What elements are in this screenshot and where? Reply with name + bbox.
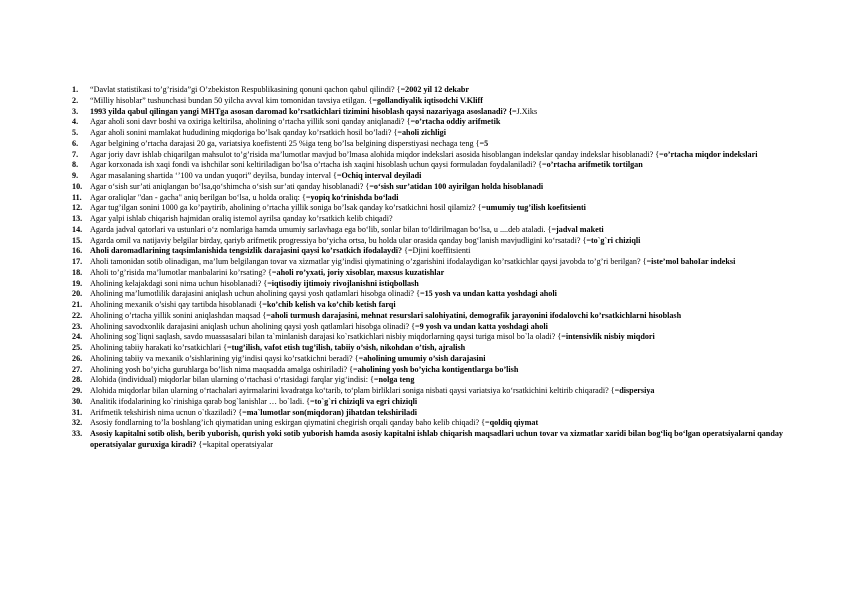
question-number: 2.: [72, 95, 79, 105]
question-number: 22.: [72, 310, 83, 320]
question-item: [72, 236, 802, 247]
question-text: Analitik ifodalarining ko`rinishiga qarab bog`lanishlar … bo`ladi. {=: [90, 396, 315, 406]
question-item: [72, 418, 802, 429]
question-number: 12.: [72, 203, 83, 213]
question-text: Agar oraliqlar "dan - gacha" aniq berilgan bo‘lsa, u holda oraliq: {=: [90, 192, 311, 202]
bold-text: o‘sish sur’atidan 100 ayirilgan holda hisoblanadi: [373, 181, 544, 191]
question-text: Agar belgining o’rtacha darajasi 20 ga, variatsiya koefistenti 25 %iga teng bo’lsa belgining disperstiyasi nechaga teng {=: [90, 138, 485, 148]
bold-text: Aholi daromadlarining taqsimlanishida tengsizlik darajasini qaysi ko’rsatkich ifodalaydi?: [90, 246, 403, 256]
question-text: Agar aholi soni davr boshi va oxiriga keltirilsa, aholining o’rtacha yillik soni qanday aniqlanadi? {=: [90, 117, 416, 127]
question-text: Aholining sog`liqni saqlash, savdo muassasalari bilan ta`minlanish darajasi ko`rsatkichlari nisbiy miqdorlarning qaysi turiga misol bo`la oladi? {=: [90, 332, 566, 342]
bold-text: 1993 yilda qabul qilingan yangi MHTga asosan daromad ko’rsatkichlari tizimini hisoblash qaysi nazariyaga asoslanadi? {: [90, 106, 513, 116]
question-list: [72, 85, 802, 451]
question-text: Arifmetik tekshirish nima ucnun o`tkaziladi? {=: [90, 407, 247, 417]
question-item: [72, 225, 802, 236]
question-number: 5.: [72, 128, 79, 137]
question-text: Aholining tabiiy va mexanik o’sishlarining yig’indisi qaysi ko’rsatkichni beradi? {=: [90, 353, 364, 363]
question-number: 9.: [72, 171, 79, 180]
bold-text: aholi turmush darajasini, mehnat resurslari salohiyatini, demografik jarayonini ifodalovchi ko’rsatkichlarni hisoblash: [270, 310, 682, 320]
bold-text: Asosiy kapitalni sotib olish, berib yuborish, qurish yoki sotib yuborish hamda asosiy kapitalni ishlab chiqarish maqsadlari uchun tovar va xizmatlar xaridi bilan bog‘liq bo‘lgan operatsiyalarni qanday operatsiyalar guruxiga kiradi?: [90, 429, 783, 449]
bold-text: nolga teng: [378, 375, 415, 385]
question-number: 8.: [72, 160, 79, 170]
question-item: [72, 117, 802, 128]
question-number: 21.: [72, 300, 83, 309]
question-item: [72, 257, 802, 268]
question-item: [72, 365, 802, 376]
question-number: 16.: [72, 246, 83, 256]
bold-text: intensivlik nisbiy miqdori: [565, 332, 655, 342]
question-number: 29.: [72, 386, 83, 395]
question-number: 18.: [72, 267, 83, 277]
bold-text: Ochiq interval deyiladi: [341, 171, 422, 180]
question-text: “Davlat statistikasi to’g’risida”gi O’zbekiston Respublikasining qonuni qachon qabul qilindi? {=: [90, 85, 406, 94]
question-text: “Milliy hisoblar” tushunchasi bundan 50 yilcha avval kim tomonidan tavsiya etilgan. {=: [90, 95, 377, 105]
question-text: {=kapital operatsiyalar: [196, 439, 274, 449]
question-number: 25.: [72, 343, 83, 352]
bold-text: ma`lumotlar son(miqdoran) jihatdan tekshiriladi: [246, 407, 418, 417]
question-item: [72, 279, 802, 290]
bold-text: aholining umumiy o’sish darajasini: [363, 353, 486, 363]
question-item: [72, 354, 802, 365]
question-item: [72, 203, 802, 214]
question-text: Asosiy fondlarning to’la boshlang’ich qiymatidan uning eskirgan qiymatini chegirish orqali qanday baho kelib chiqadi? {=: [90, 418, 490, 428]
question-number: 20.: [72, 289, 83, 299]
bold-text: to`g`ri chiziqli: [590, 235, 641, 245]
question-number: 28.: [72, 375, 83, 385]
question-text: Aholining mexanik o’sishi qay tartibda hisoblanadi {=: [90, 300, 267, 309]
question-number: 1.: [72, 85, 79, 94]
question-number: 17.: [72, 257, 83, 266]
bold-text: umumiy tug’ilish koefitsienti: [486, 203, 586, 213]
question-item: [72, 107, 802, 118]
question-number: 14.: [72, 224, 83, 234]
question-item: [72, 332, 802, 343]
question-item: [72, 408, 802, 419]
question-text: Agar masalaning shartida ‘’100 va undan yuqori” deyilsa, bunday interval {=: [90, 171, 342, 180]
bold-text: o’rtacha oddiy arifmetik: [415, 117, 501, 127]
question-text: Aholining o’rtacha yillik sonini aniqlashdan maqsad {=: [90, 310, 271, 320]
question-item: [72, 150, 802, 161]
bold-text: gollandiyalik iqtisodchi V.Kliff: [376, 95, 483, 105]
question-text: Alohida miqdorlar bilan ularning o‘rtachalari ayirmalarini kvadratga ko‘tarib, to‘plam birliklari soniga nisbati qaysi variatsiya ko‘rsatkichini keltirib chiqaradi? {=: [90, 386, 620, 395]
bold-text: 9 yosh va undan katta yoshdagi aholi: [419, 321, 548, 331]
question-item: [72, 300, 802, 311]
question-number: 31.: [72, 407, 83, 417]
bold-text: qoldiq qiymat: [489, 418, 539, 428]
bold-text: 5: [484, 138, 489, 148]
question-item: [72, 268, 802, 279]
bold-text: 15 yosh va undan katta yoshdagi aholi: [424, 289, 557, 299]
bold-text: jadval maketi: [556, 224, 604, 234]
question-item: [72, 171, 802, 182]
question-number: 27.: [72, 364, 83, 374]
question-number: 13.: [72, 214, 83, 223]
question-item: [72, 96, 802, 107]
question-text: Alohida (individual) miqdorlar bilan ularning o‘rtachasi o‘rtasidagi farqlar yig‘indisi: {=: [90, 375, 379, 385]
question-text: =J.Xiks: [512, 106, 538, 116]
question-text: Agarda omil va natijaviy belgilar birday, qariyb arifmetik progressiya bo‘yicha ortsa, bu holda ular orasida qanday bog‘lanish mavjudligini ko‘rsatadi? {=: [90, 235, 591, 245]
question-text: Agar joriy davr ishlab chiqarilgan mahsulot to’g’risida ma’lumotlar mavjud bo’lmasa alohida miqdor indekslari asosida hisoblangan indekslar qanday indekslar hisoblanadi? {=: [90, 149, 664, 159]
bold-text: to`g`ri chiziqli va egri chiziqli: [314, 396, 418, 406]
bold-text: 2002 yil 12 dekabr: [405, 85, 470, 94]
question-number: 7.: [72, 149, 79, 159]
bold-text: iqtisodiy ijtimoiy rivojlanishni istiqbollash: [271, 278, 419, 288]
question-text: Agar korxonada ish xaqi fondi va ishchilar soni keltiriladigan bo’lsa o’rtacha ish xaqini hisoblash uchun qaysi formuladan foydalaniladi? {=: [90, 160, 547, 170]
question-text: Aholining yosh bo’yicha guruhlarga bo’lish nima maqsadda amalga oshiriladi? {=: [90, 364, 358, 374]
bold-text: tug’ilish, vafot etish tug’ilish, tabiiy o’sish, nikohdan o’tish, ajralish: [231, 343, 466, 352]
bold-text: o’rtacha arifmetik tortilgan: [546, 160, 643, 170]
question-item: [72, 85, 802, 96]
question-item: [72, 214, 802, 225]
question-number: 23.: [72, 321, 83, 331]
bold-text: yopiq ko‘rinishda bo‘ladi: [310, 192, 399, 202]
question-text: Agar tug’ilgan sonini 1000 ga ko’paytirib, aholining o’rtacha yillik soniga bo’lsak qanday ko’rsatkichni hosil qilamiz? {=: [90, 203, 487, 213]
question-text: Agar aholi sonini mamlakat hududining miqdoriga bo’lsak qanday ko’rsatkich hosil bo’ladi? {=: [90, 128, 402, 137]
question-item: [72, 343, 802, 354]
question-text: Aholining ma’lumotlilik darajasini aniqlash uchun aholining qaysi yosh qatlamlari hisobga olinadi? {=: [90, 289, 425, 299]
question-item: [72, 246, 802, 257]
question-text: Agarda jadval qatorlari va ustunlari o‘z nomlariga hamda umumiy sarlavhaga ega bo‘lib, sonlar bilan to‘ldirilmagan bo‘lsa, u ....deb ataladi. {=: [90, 224, 557, 234]
question-item: [72, 375, 802, 386]
bold-text: o’rtacha miqdor indekslari: [663, 149, 758, 159]
bold-text: aholi ro’yxati, joriy xisoblar, maxsus kuzatishlar: [276, 267, 445, 277]
bold-text: ko’chib kelish va ko’chib ketish farqi: [266, 300, 396, 309]
question-item: [72, 429, 802, 451]
question-number: 32.: [72, 418, 83, 428]
question-item: [72, 182, 802, 193]
bold-text: iste’mol bahoIar indeksi: [651, 257, 736, 266]
question-text: Agar yalpi ishlab chiqarish hajmidan oraliq istemol ayrilsa qanday ko’rsatkich kelib chiqadi?: [90, 214, 393, 223]
question-number: 4.: [72, 117, 79, 127]
question-number: 3.: [72, 106, 79, 116]
question-text: Aholining tabiiy harakati ko’rsatkichlari {=: [90, 343, 232, 352]
question-text: Agar o‘sish sur’ati aniqlangan bo‘lsa,qo‘shimcha o‘sish sur’ati qanday hisoblanadi? {=: [90, 181, 374, 191]
bold-text: aholining yosh bo’yicha kontigentlarga bo’lish: [357, 364, 519, 374]
question-text: Aholi to’g’risida ma’lumotlar manbalarini ko’rsating? {=: [90, 267, 277, 277]
question-number: 26.: [72, 353, 83, 363]
question-text: Aholining savodxonlik darajasini aniqlash uchun aholining qaysi yosh qatlamlari hisobga olinadi? {=: [90, 321, 420, 331]
question-item: [72, 160, 802, 171]
bold-text: aholi zichligi: [401, 128, 446, 137]
question-number: 33.: [72, 429, 83, 438]
question-number: 10.: [72, 181, 83, 191]
question-number: 24.: [72, 332, 83, 342]
question-item: [72, 386, 802, 397]
question-text: Aholining kelajakdagi soni nima uchun hisoblanadi? {=: [90, 278, 272, 288]
question-item: [72, 397, 802, 408]
question-item: [72, 193, 802, 204]
question-text: {=Djini koeffitsienti: [402, 246, 471, 256]
question-number: 11.: [72, 192, 82, 202]
question-item: [72, 128, 802, 139]
question-item: [72, 289, 802, 300]
question-number: 6.: [72, 138, 79, 148]
bold-text: dispersiya: [619, 386, 655, 395]
question-number: 30.: [72, 396, 83, 406]
question-item: [72, 139, 802, 150]
question-number: 19.: [72, 278, 83, 288]
question-item: [72, 311, 802, 322]
question-text: Aholi tamonidan sotib olinadigan, ma’lum belgilangan tovar va xizmatlar yig’indisi qiymatining o’zgarishini ifodalaydigan ko’rsatkichlar qaysi javobda to’g’ri berilgan? {=: [90, 257, 652, 266]
question-number: 15.: [72, 235, 83, 245]
question-item: [72, 322, 802, 333]
